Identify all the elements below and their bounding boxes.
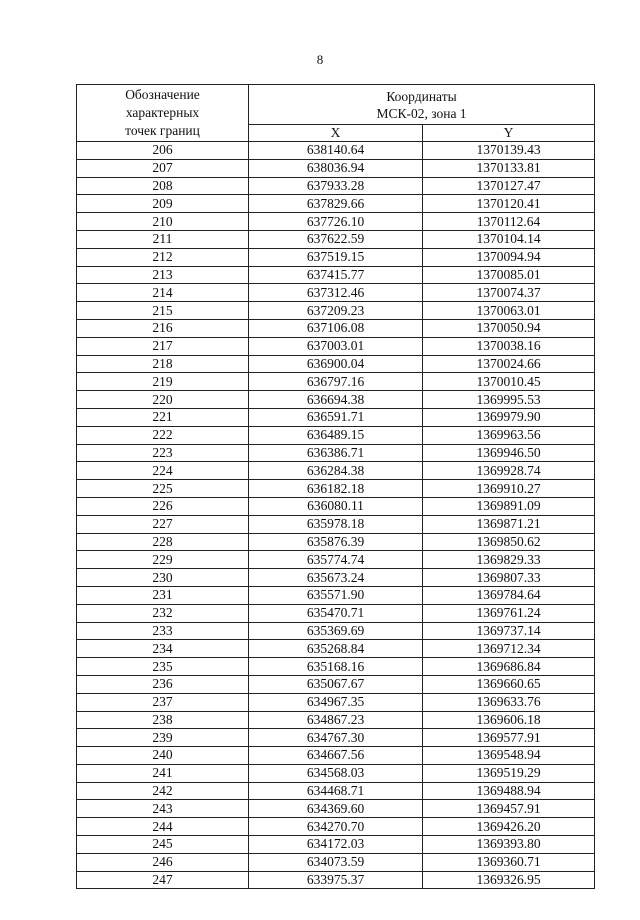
x-column-header: X: [249, 125, 423, 142]
point-number-cell: 232: [77, 604, 249, 622]
y-coordinate-cell: 1369963.56: [423, 426, 595, 444]
x-coordinate-cell: 636900.04: [249, 355, 423, 373]
table-row: [77, 693, 595, 711]
table-row: [77, 729, 595, 747]
table-row: [77, 355, 595, 373]
x-coordinate-cell: 637726.10: [249, 213, 423, 231]
y-coordinate-cell: 1369660.65: [423, 675, 595, 693]
y-coordinate-cell: 1370120.41: [423, 195, 595, 213]
y-coordinate-cell: 1369995.53: [423, 391, 595, 409]
table-row: [77, 836, 595, 854]
y-coordinate-cell: 1370112.64: [423, 213, 595, 231]
y-coordinate-cell: 1369871.21: [423, 515, 595, 533]
y-coordinate-cell: 1370133.81: [423, 159, 595, 177]
point-number-cell: 212: [77, 248, 249, 266]
table-row: [77, 569, 595, 587]
x-coordinate-cell: 634767.30: [249, 729, 423, 747]
x-coordinate-cell: 637622.59: [249, 230, 423, 248]
y-coordinate-cell: 1369360.71: [423, 853, 595, 871]
y-coordinate-cell: 1369633.76: [423, 693, 595, 711]
point-number-cell: 227: [77, 515, 249, 533]
point-number-cell: 219: [77, 373, 249, 391]
y-coordinate-cell: 1369393.80: [423, 836, 595, 854]
x-coordinate-cell: 634270.70: [249, 818, 423, 836]
y-coordinate-cell: 1370010.45: [423, 373, 595, 391]
table-row: [77, 177, 595, 195]
y-coordinate-cell: 1369761.24: [423, 604, 595, 622]
x-coordinate-cell: 634172.03: [249, 836, 423, 854]
table-row: [77, 764, 595, 782]
table-body: [77, 142, 595, 889]
table-row: [77, 302, 595, 320]
table-row: [77, 658, 595, 676]
x-coordinate-cell: 636797.16: [249, 373, 423, 391]
point-number-cell: 239: [77, 729, 249, 747]
point-number-cell: 211: [77, 230, 249, 248]
x-coordinate-cell: 635268.84: [249, 640, 423, 658]
point-number-cell: 243: [77, 800, 249, 818]
table-row: [77, 213, 595, 231]
table-row: [77, 782, 595, 800]
y-coordinate-cell: 1370063.01: [423, 302, 595, 320]
table-row: [77, 533, 595, 551]
x-coordinate-cell: 636694.38: [249, 391, 423, 409]
y-coordinate-cell: 1370139.43: [423, 142, 595, 160]
y-coordinate-cell: 1369891.09: [423, 497, 595, 515]
table-row: [77, 871, 595, 889]
table-row: [77, 266, 595, 284]
point-number-cell: 221: [77, 408, 249, 426]
table-row: [77, 711, 595, 729]
point-number-cell: 220: [77, 391, 249, 409]
point-header-line: характерных: [125, 105, 200, 120]
y-coordinate-cell: 1370050.94: [423, 319, 595, 337]
table-row: [77, 462, 595, 480]
x-coordinate-cell: 637209.23: [249, 302, 423, 320]
point-number-cell: 242: [77, 782, 249, 800]
table-row: [77, 622, 595, 640]
x-coordinate-cell: 634667.56: [249, 747, 423, 765]
table-row: [77, 426, 595, 444]
table-row: [77, 551, 595, 569]
table-row: [77, 159, 595, 177]
point-number-cell: 237: [77, 693, 249, 711]
y-coordinate-cell: 1369457.91: [423, 800, 595, 818]
point-number-cell: 210: [77, 213, 249, 231]
point-number-cell: 218: [77, 355, 249, 373]
y-coordinate-cell: 1369807.33: [423, 569, 595, 587]
y-coordinate-cell: 1369910.27: [423, 480, 595, 498]
x-coordinate-cell: 636386.71: [249, 444, 423, 462]
point-number-cell: 214: [77, 284, 249, 302]
x-coordinate-cell: 635673.24: [249, 569, 423, 587]
table-row: [77, 640, 595, 658]
table-row: [77, 604, 595, 622]
point-header-line: Обозначение: [125, 87, 200, 102]
point-number-cell: 224: [77, 462, 249, 480]
point-number-cell: 240: [77, 747, 249, 765]
point-number-cell: 229: [77, 551, 249, 569]
x-coordinate-cell: 637312.46: [249, 284, 423, 302]
table-row: [77, 373, 595, 391]
y-coordinate-cell: 1370127.47: [423, 177, 595, 195]
x-coordinate-cell: 633975.37: [249, 871, 423, 889]
x-coordinate-cell: 634867.23: [249, 711, 423, 729]
x-coordinate-cell: 635067.67: [249, 675, 423, 693]
point-number-cell: 213: [77, 266, 249, 284]
x-coordinate-cell: 634073.59: [249, 853, 423, 871]
y-coordinate-cell: 1370074.37: [423, 284, 595, 302]
x-coordinate-cell: 637106.08: [249, 319, 423, 337]
x-coordinate-cell: 636182.18: [249, 480, 423, 498]
x-coordinate-cell: 637003.01: [249, 337, 423, 355]
y-coordinate-cell: 1369928.74: [423, 462, 595, 480]
y-coordinate-cell: 1369737.14: [423, 622, 595, 640]
table-row: [77, 675, 595, 693]
point-number-cell: 247: [77, 871, 249, 889]
x-coordinate-cell: 635978.18: [249, 515, 423, 533]
x-coordinate-cell: 638140.64: [249, 142, 423, 160]
point-number-cell: 236: [77, 675, 249, 693]
x-coordinate-cell: 634468.71: [249, 782, 423, 800]
y-coordinate-cell: 1369686.84: [423, 658, 595, 676]
table-row: [77, 142, 595, 160]
point-number-cell: 244: [77, 818, 249, 836]
y-coordinate-cell: 1369712.34: [423, 640, 595, 658]
table-row: [77, 480, 595, 498]
point-number-cell: 226: [77, 497, 249, 515]
x-coordinate-cell: 635571.90: [249, 586, 423, 604]
x-coordinate-cell: 635470.71: [249, 604, 423, 622]
table-row: [77, 853, 595, 871]
y-coordinate-cell: 1369784.64: [423, 586, 595, 604]
point-number-cell: 207: [77, 159, 249, 177]
y-coordinate-cell: 1370024.66: [423, 355, 595, 373]
coordinates-header-line: МСК-02, зона 1: [376, 105, 467, 121]
coordinates-table: [76, 84, 595, 889]
x-coordinate-cell: 636080.11: [249, 497, 423, 515]
table-row: [77, 248, 595, 266]
page-number: 8: [316, 52, 324, 67]
table-row: [77, 319, 595, 337]
table-row: [77, 195, 595, 213]
y-coordinate-cell: 1369548.94: [423, 747, 595, 765]
point-number-cell: 233: [77, 622, 249, 640]
point-number-cell: 209: [77, 195, 249, 213]
y-coordinate-cell: 1369488.94: [423, 782, 595, 800]
y-coordinate-cell: 1369326.95: [423, 871, 595, 889]
y-column-header: Y: [423, 125, 595, 142]
table-row: [77, 408, 595, 426]
table-row: [77, 586, 595, 604]
point-number-cell: 231: [77, 586, 249, 604]
y-coordinate-cell: 1369577.91: [423, 729, 595, 747]
x-coordinate-cell: 637933.28: [249, 177, 423, 195]
table-row: [77, 444, 595, 462]
y-coordinate-cell: 1370104.14: [423, 230, 595, 248]
point-number-cell: 238: [77, 711, 249, 729]
y-coordinate-cell: 1369979.90: [423, 408, 595, 426]
x-coordinate-cell: 635876.39: [249, 533, 423, 551]
x-coordinate-cell: 637519.15: [249, 248, 423, 266]
y-coordinate-cell: 1369606.18: [423, 711, 595, 729]
point-number-cell: 246: [77, 853, 249, 871]
x-coordinate-cell: 634369.60: [249, 800, 423, 818]
table-row: [77, 515, 595, 533]
table-row: [77, 391, 595, 409]
y-coordinate-cell: 1369829.33: [423, 551, 595, 569]
y-coordinate-cell: 1369850.62: [423, 533, 595, 551]
table-row: [77, 747, 595, 765]
x-coordinate-cell: 636489.15: [249, 426, 423, 444]
point-number-cell: 206: [77, 142, 249, 160]
table-row: [77, 337, 595, 355]
coordinates-header-line: Координаты: [386, 88, 457, 104]
y-coordinate-cell: 1370038.16: [423, 337, 595, 355]
point-number-cell: 208: [77, 177, 249, 195]
table-row: [77, 818, 595, 836]
x-coordinate-cell: 634568.03: [249, 764, 423, 782]
x-coordinate-cell: 638036.94: [249, 159, 423, 177]
x-coordinate-cell: 637415.77: [249, 266, 423, 284]
x-coordinate-cell: 636591.71: [249, 408, 423, 426]
coordinates-header: [249, 85, 595, 125]
point-header-line: точек границ: [125, 123, 200, 138]
point-number-cell: 222: [77, 426, 249, 444]
table-row: [77, 497, 595, 515]
point-designation-header: [77, 85, 249, 142]
point-number-cell: 216: [77, 319, 249, 337]
y-coordinate-cell: 1370085.01: [423, 266, 595, 284]
x-coordinate-cell: 635168.16: [249, 658, 423, 676]
x-coordinate-cell: 636284.38: [249, 462, 423, 480]
table-header: [77, 85, 595, 142]
y-coordinate-cell: 1369519.29: [423, 764, 595, 782]
point-number-cell: 234: [77, 640, 249, 658]
point-number-cell: 215: [77, 302, 249, 320]
point-number-cell: 217: [77, 337, 249, 355]
point-number-cell: 245: [77, 836, 249, 854]
table-row: [77, 800, 595, 818]
x-coordinate-cell: 635369.69: [249, 622, 423, 640]
y-coordinate-cell: 1370094.94: [423, 248, 595, 266]
y-coordinate-cell: 1369426.20: [423, 818, 595, 836]
table-row: [77, 230, 595, 248]
point-number-cell: 230: [77, 569, 249, 587]
point-number-cell: 241: [77, 764, 249, 782]
table-row: [77, 284, 595, 302]
y-coordinate-cell: 1369946.50: [423, 444, 595, 462]
x-coordinate-cell: 634967.35: [249, 693, 423, 711]
x-coordinate-cell: 637829.66: [249, 195, 423, 213]
point-number-cell: 228: [77, 533, 249, 551]
point-number-cell: 235: [77, 658, 249, 676]
x-coordinate-cell: 635774.74: [249, 551, 423, 569]
point-number-cell: 223: [77, 444, 249, 462]
point-number-cell: 225: [77, 480, 249, 498]
